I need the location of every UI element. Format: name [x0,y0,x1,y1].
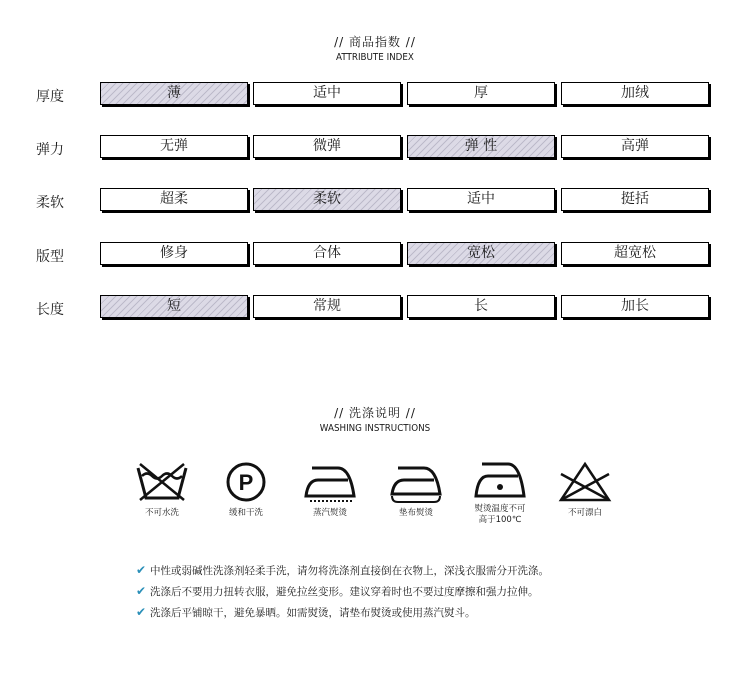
attr-option: 微弹 [253,135,401,158]
no-bleach-icon [557,460,613,504]
no-machine-wash-icon [134,460,190,504]
attr-option: 加长 [561,295,709,318]
washing-instructions-title [0,404,750,434]
attr-row-softness [36,188,716,214]
washing-note [136,584,539,599]
steam-iron-icon [302,460,358,504]
attribute-title-cn: // 商品指数 // [334,35,416,49]
washing-title-en: WASHING INSTRUCTIONS [319,423,431,434]
attr-label: 弹力 [36,142,64,158]
washing-note-text: 中性或弱碱性洗涤剂轻柔手洗，请勿将洗涤剂直接倒在衣物上，深浅衣服需分开洗涤。 [150,565,549,577]
washing-note [136,605,476,620]
attr-option: 柔软 [253,188,401,211]
attribute-index-title [0,33,750,63]
attr-option: 超宽松 [561,242,709,265]
attr-label: 柔软 [36,195,64,211]
iron-temp-icon [472,460,528,500]
attr-option: 挺括 [561,188,709,211]
attr-option: 适中 [253,82,401,105]
care-caption: 缓和干洗 [228,508,263,518]
attr-option: 厚 [407,82,555,105]
check-icon: ✔ [136,563,147,577]
attr-option: 宽松 [407,242,555,265]
attr-label: 长度 [36,302,64,318]
attr-label: 版型 [36,249,64,265]
attr-option: 短 [100,295,248,318]
attr-row-fit [36,242,716,268]
care-item-no-wash [122,460,202,519]
attr-label: 厚度 [36,89,64,105]
attr-option: 长 [407,295,555,318]
care-caption: 蒸汽熨烫 [312,508,347,518]
care-caption: 不可漂白 [567,508,602,518]
attr-option: 修身 [100,242,248,265]
check-icon: ✔ [136,605,147,619]
attr-option: 无弹 [100,135,248,158]
care-item-iron-temp [460,460,540,526]
care-caption-line1: 熨烫温度不可 [474,504,526,514]
cloth-iron-icon [388,460,444,504]
washing-title-cn: // 洗涤说明 // [334,406,416,420]
washing-note-text: 洗涤后平铺晾干，避免暴晒。如需熨烫，请垫布熨烫或使用蒸汽熨斗。 [150,607,476,619]
svg-text:P: P [238,470,254,495]
attr-option: 弹 性 [407,135,555,158]
care-item-cloth-iron [376,460,456,519]
washing-note [136,563,549,578]
attr-option: 超柔 [100,188,248,211]
attr-option: 常规 [253,295,401,318]
care-item-no-bleach [545,460,625,519]
check-icon: ✔ [136,584,147,598]
attr-option: 加绒 [561,82,709,105]
care-caption: 不可水洗 [144,508,179,518]
attr-row-thickness [36,82,716,108]
washing-note-text: 洗涤后不要用力扭转衣服，避免拉丝变形。建议穿着时也不要过度摩擦和强力拉伸。 [150,586,539,598]
attr-option: 薄 [100,82,248,105]
attr-row-elasticity [36,135,716,161]
attribute-title-en: ATTRIBUTE INDEX [336,52,414,63]
care-item-dry-clean [206,460,286,519]
attr-option: 合体 [253,242,401,265]
attr-option: 适中 [407,188,555,211]
care-caption [460,504,540,526]
care-caption-line2: 高于100℃ [478,515,522,525]
attr-row-length [36,295,716,321]
care-caption: 垫布熨烫 [398,508,433,518]
care-item-steam-iron [290,460,370,519]
attr-option: 高弹 [561,135,709,158]
dry-clean-p-icon [218,460,274,504]
